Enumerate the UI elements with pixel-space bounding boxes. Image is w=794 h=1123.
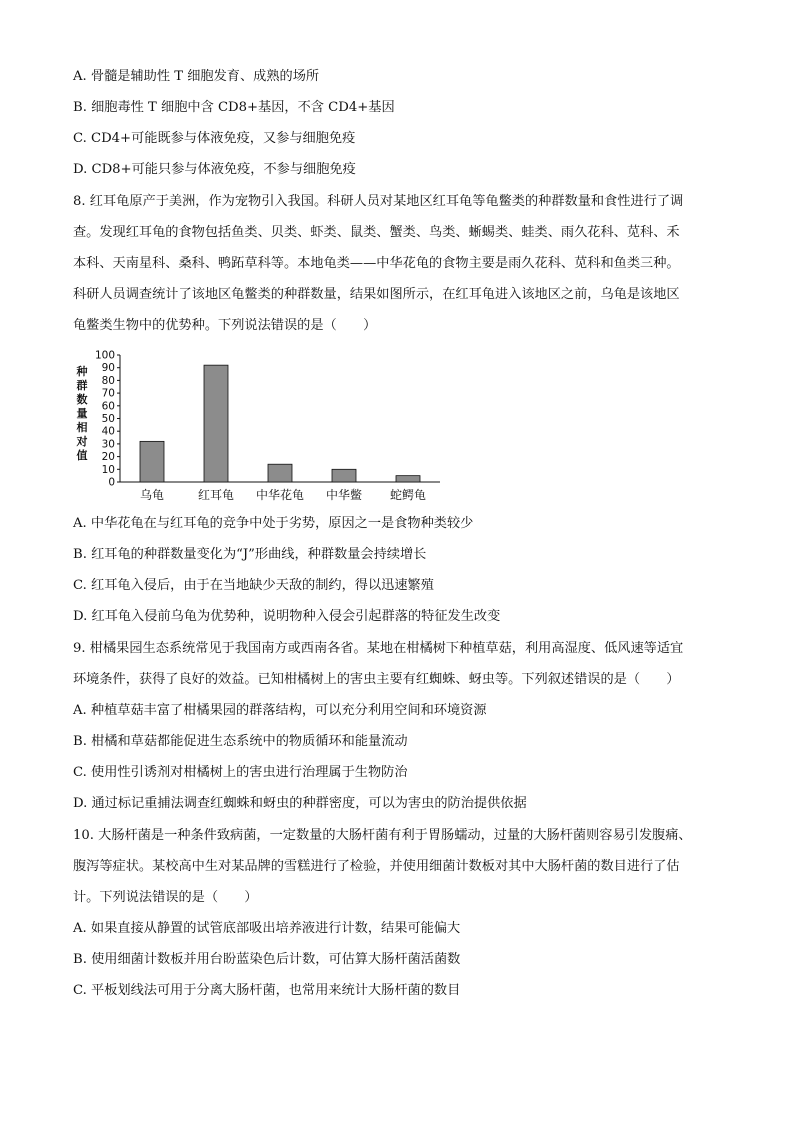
q10-stem-line: 10. 大肠杆菌是一种条件致病菌，一定数量的大肠杆菌有利于胃肠蠕动，过量的大肠杆菌则容易引发腹痛、 [73, 828, 692, 843]
q7-option-a: A. 骨髓是辅助性 T 细胞发育、成熟的场所 [73, 69, 320, 84]
q9-stem-line: 9. 柑橘果园生态系统常见于我国南方或西南各省。某地在柑橘树下种植草菇，利用高湿度、低风速等适宜 [73, 641, 684, 656]
bar-红耳龟 [204, 365, 228, 482]
y-tick-label: 10 [101, 463, 115, 476]
q8-stem-line: 龟鳖类生物中的优势种。下列说法错误的是（ ） [73, 318, 377, 333]
y-axis-label-char: 种 [76, 365, 88, 378]
x-tick-label: 乌龟 [139, 488, 165, 502]
q8-option-b: B. 红耳龟的种群数量变化为“J”形曲线，种群数量会持续增长 [73, 547, 427, 562]
bar-中华花龟 [268, 464, 292, 482]
q8-option-a: A. 中华花龟在与红耳龟的竞争中处于劣势，原因之一是食物种类较少 [73, 516, 474, 531]
population-bar-chart [70, 347, 450, 507]
y-axis-label-char: 相 [76, 421, 88, 434]
q10-option-b: B. 使用细菌计数板并用台盼蓝染色后计数，可估算大肠杆菌活菌数 [73, 952, 461, 967]
q7-option-c: C. CD4+可能既参与体液免疫，又参与细胞免疫 [73, 131, 356, 146]
chart-axes [120, 355, 440, 482]
bar-蛇鳄龟 [396, 476, 420, 482]
chart-category-labels [140, 487, 426, 502]
y-axis-label-char: 值 [76, 449, 88, 462]
chart-y-axis-label [76, 364, 88, 462]
x-tick-label: 红耳龟 [197, 488, 235, 502]
chart-svg [70, 347, 450, 507]
y-tick-label: 90 [101, 362, 115, 375]
y-tick-label: 70 [101, 387, 115, 400]
q9-option-d: D. 通过标记重捕法调查红蜘蛛和蚜虫的种群密度，可以为害虫的防治提供依据 [73, 796, 527, 811]
chart-bars [140, 365, 420, 482]
q9-option-b: B. 柑橘和草菇都能促进生态系统中的物质循环和能量流动 [73, 734, 408, 749]
q8-stem-line: 科研人员调查统计了该地区龟鳖类的种群数量，结果如图所示，在红耳龟进入该地区之前，乌龟是该地区 [73, 287, 680, 302]
y-axis-label-char: 数 [76, 393, 88, 406]
y-axis-label-char: 群 [76, 379, 88, 392]
q7-option-d: D. CD8+可能只参与体液免疫，不参与细胞免疫 [73, 162, 356, 177]
q7-option-b: B. 细胞毒性 T 细胞中含 CD8+基因，不含 CD4+基因 [73, 100, 395, 115]
y-tick-label: 100 [94, 349, 115, 362]
q8-stem-line: 本科、天南星科、桑科、鸭跖草科等。本地龟类——中华花龟的食物主要是雨久花科、苋科和鱼类三种。 [73, 256, 680, 271]
q10-option-c: C. 平板划线法可用于分离大肠杆菌，也常用来统计大肠杆菌的数目 [73, 983, 461, 998]
q10-stem-line: 腹泻等症状。某校高中生对某品牌的雪糕进行了检验，并使用细菌计数板对其中大肠杆菌的数目进行了估 [73, 859, 680, 874]
q8-option-d: D. 红耳龟入侵前乌龟为优势种，说明物种入侵会引起群落的特征发生改变 [73, 609, 501, 624]
chart-y-ticks [95, 350, 120, 489]
y-tick-label: 50 [101, 413, 115, 425]
y-tick-label: 0 [108, 476, 115, 489]
y-tick-label: 40 [101, 425, 115, 438]
q10-stem-line: 计。下列说法错误的是（ ） [73, 890, 258, 905]
q10-option-a: A. 如果直接从静置的试管底部吸出培养液进行计数，结果可能偏大 [73, 921, 461, 936]
q9-option-a: A. 种植草菇丰富了柑橘果园的群落结构，可以充分利用空间和环境资源 [73, 703, 487, 718]
y-tick-label: 80 [101, 374, 115, 387]
q8-option-c: C. 红耳龟入侵后，由于在当地缺少天敌的制约，得以迅速繁殖 [73, 578, 434, 593]
y-tick-label: 20 [101, 451, 115, 464]
y-axis-label-char: 对 [76, 435, 88, 448]
x-tick-label: 蛇鳄龟 [389, 488, 427, 502]
q8-stem-line: 查。发现红耳龟的食物包括鱼类、贝类、虾类、鼠类、蟹类、鸟类、蜥蜴类、蛙类、雨久花科、苋科、禾 [73, 225, 680, 240]
bar-中华鳖 [332, 469, 356, 482]
y-axis-label-char: 量 [76, 407, 88, 420]
y-tick-label: 30 [101, 438, 115, 451]
q9-option-c: C. 使用性引诱剂对柑橘树上的害虫进行治理属于生物防治 [73, 765, 408, 780]
q8-stem-line: 8. 红耳龟原产于美洲，作为宠物引入我国。科研人员对某地区红耳龟等龟鳖类的种群数量和食性进行了调 [73, 194, 684, 209]
bar-乌龟 [140, 441, 164, 482]
x-tick-label: 中华鳖 [325, 488, 363, 502]
y-tick-label: 60 [101, 400, 115, 413]
x-tick-label: 中华花龟 [255, 488, 305, 502]
q9-stem-line: 环境条件，获得了良好的效益。已知柑橘树上的害虫主要有红蜘蛛、蚜虫等。下列叙述错误的是（ ） [73, 672, 680, 687]
